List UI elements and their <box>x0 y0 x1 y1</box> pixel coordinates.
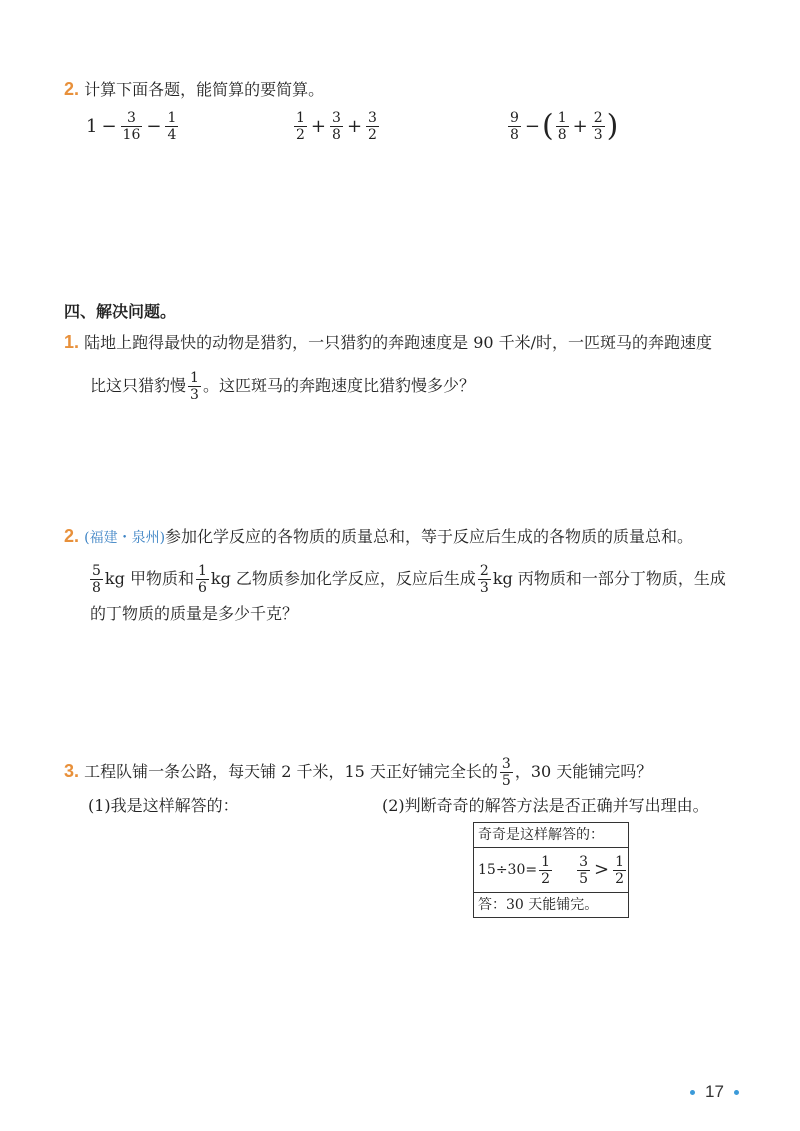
fraction: $\frac{1}{4}$ <box>167 110 177 143</box>
expression-2: $\frac{1}{2}$ + $\frac{3}{8}$ + $\frac{3}{2}$ <box>296 110 377 143</box>
fraction: $\frac{3}{2}$ <box>368 110 377 143</box>
box-calculation: 15÷30= $\frac{1}{2}$ $\frac{3}{5}$ > $\frac{1}{2}$ <box>474 848 628 893</box>
box-answer: 答：30 天能铺完。 <box>478 897 599 913</box>
expression-1: 1 − $\frac{3}{16}$ − $\frac{1}{4}$ <box>86 110 177 143</box>
fraction: $\frac{1}{8}$ <box>557 110 567 143</box>
question-text: 计算下面各题，能简算的要简算。 <box>84 80 325 99</box>
section-title: 四、解决问题。 <box>64 302 177 321</box>
sub-question-2: (2)判断奇奇的解答方法是否正确并写出理由。 <box>382 796 709 815</box>
problem-1-line-2: 比这只猎豹慢 $\frac{1}{3}$ 。这匹斑马的奔跑速度比猎豹慢多少？ <box>90 370 475 403</box>
fraction: $\frac{3}{5}$ <box>579 853 588 887</box>
fraction: $\frac{1}{3}$ <box>190 370 199 403</box>
fraction: $\frac{9}{8}$ <box>510 110 519 143</box>
fraction: $\frac{1}{2}$ <box>296 110 305 143</box>
qiqi-solution-box <box>473 822 629 918</box>
calc-question <box>64 79 324 100</box>
fraction: $\frac{2}{3}$ <box>593 110 603 143</box>
fraction: $\frac{5}{8}$ <box>92 563 101 596</box>
fraction: $\frac{2}{3}$ <box>479 563 489 596</box>
problem-2-line-2: $\frac{5}{8}$ kg 甲物质和 $\frac{1}{6}$ kg 乙物质参加化学反应，反应后生成 $\frac{2}{3}$ kg 丙物质和一部分丁物质，生成 <box>92 563 726 596</box>
box-title: 奇奇是这样解答的： <box>474 823 628 848</box>
problem-2-line-1: 2. (福建・泉州)参加化学反应的各物质的质量总和，等于反应后生成的各物质的质量总和。 <box>64 526 694 546</box>
page-number: 17 <box>680 1082 749 1102</box>
source-tag: (福建・泉州) <box>84 530 166 546</box>
problem-3-line-1: 3. 工程队铺一条公路，每天铺 2 千米，15 天正好铺完全长的 $\frac{3}{5}$ ，30 天能铺完吗？ <box>64 756 653 789</box>
sub-question-1: (1)我是这样解答的： <box>88 796 239 815</box>
question-number: 1. <box>64 332 80 352</box>
expression-3: $\frac{9}{8}$ −( $\frac{1}{8}$ + $\frac{2}{3}$ ) <box>510 108 619 144</box>
fraction: $\frac{1}{2}$ <box>541 853 551 887</box>
fraction: $\frac{1}{6}$ <box>197 563 207 596</box>
question-number: 3. <box>64 761 80 781</box>
fraction: $\frac{3}{5}$ <box>501 756 511 789</box>
dot-icon <box>734 1090 739 1095</box>
fraction: $\frac{3}{16}$ <box>122 110 141 143</box>
question-number: 2. <box>64 526 80 546</box>
question-number: 2. <box>64 79 80 99</box>
fraction: $\frac{3}{8}$ <box>332 110 341 143</box>
problem-1-line-1: 1. 陆地上跑得最快的动物是猎豹，一只猎豹的奔跑速度是 90 千米/时，一匹斑马的奔跑速度 <box>64 332 713 352</box>
dot-icon <box>690 1090 695 1095</box>
fraction: $\frac{1}{2}$ <box>615 853 624 887</box>
problem-2-line-3: 的丁物质的质量是多少千克？ <box>90 604 299 623</box>
